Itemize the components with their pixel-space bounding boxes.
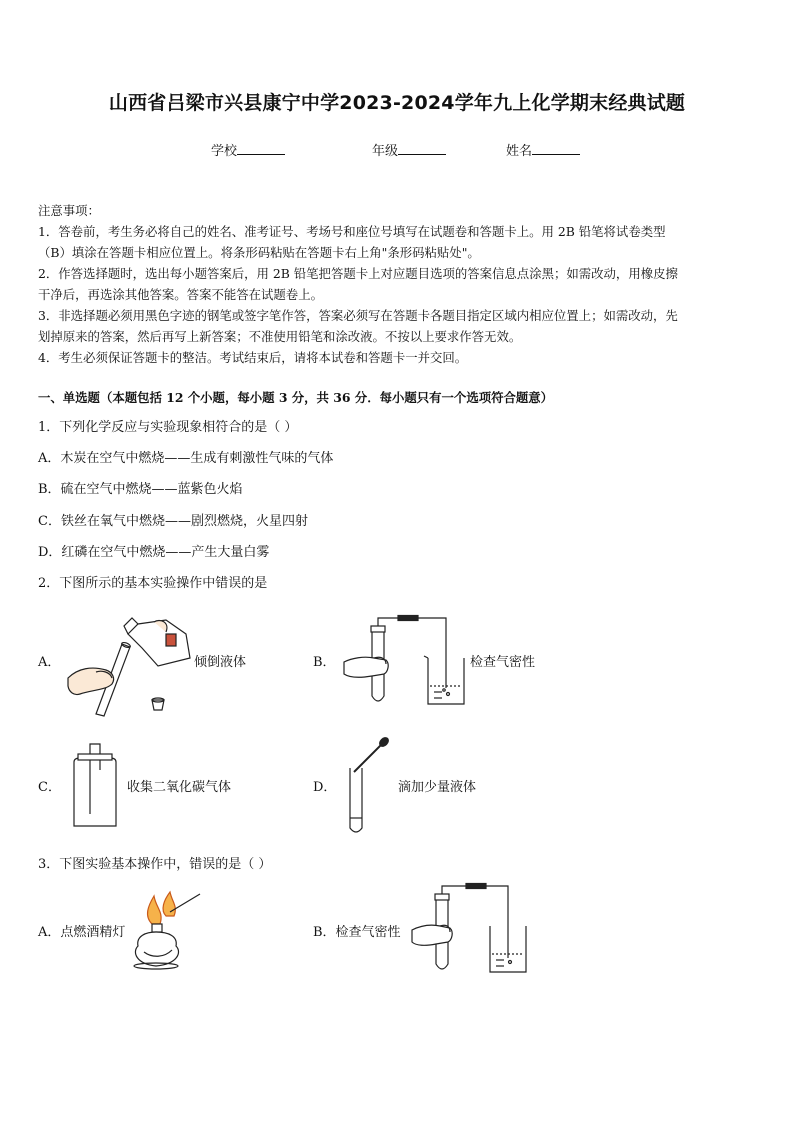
name-label: 姓名 (506, 144, 533, 159)
question-2-stem: 2．下图所示的基本实验操作中错误的是 (38, 576, 268, 591)
q1-option-d: D．红磷在空气中燃烧——产生大量白雾 (38, 545, 270, 560)
dropper-illustration (344, 736, 394, 836)
school-blank (237, 142, 285, 155)
grade-label: 年级 (372, 144, 399, 159)
notice-block (38, 200, 758, 368)
q1-option-c: C．铁丝在氧气中燃烧——剧烈燃烧，火星四射 (38, 514, 308, 529)
name-blank (532, 142, 580, 155)
question-1-stem: 1．下列化学反应与实验现象相符合的是（ ） (38, 420, 298, 435)
notice-line: 2．作答选择题时，选出每小题答案后，用 2B 铅笔把答题卡上对应题目选项的答案信息点涂黑；如需改动，用橡皮擦 (38, 266, 678, 281)
q2-option-a-label: 倾倒液体 (194, 655, 247, 670)
grade-blank (398, 142, 446, 155)
notice-heading: 注意事项： (38, 203, 100, 218)
q2-option-d-letter: D． (313, 780, 337, 795)
grade-field (372, 140, 446, 159)
name-field (506, 140, 580, 159)
notice-line: 3．非选择题必须用黑色字迹的钢笔或签字笔作答，答案必须写在答题卡各题目指定区域内相应位置上；如需改动，先 (38, 308, 678, 323)
section-heading: 一、单选题（本题包括 12 个小题，每小题 3 分，共 36 分．每小题只有一个选项符合题意） (38, 390, 554, 405)
notice-line: （B）填涂在答题卡相应位置上。将条形码粘贴在答题卡右上角"条形码粘贴处"。 (38, 245, 480, 260)
airtightness-check-illustration-2 (410, 880, 530, 976)
notice-line: 1．答卷前，考生务必将自己的姓名、准考证号、考场号和座位号填写在试题卷和答题卡上。用 2B 铅笔将试卷类型 (38, 224, 666, 239)
pouring-liquid-illustration (66, 612, 186, 716)
q2-option-d-label: 滴加少量液体 (398, 780, 477, 795)
airtightness-check-illustration (342, 614, 470, 706)
q3-option-b: B．检查气密性 (313, 925, 401, 940)
gas-collecting-bottle-illustration (70, 742, 120, 830)
page-title: 山西省吕梁市兴县康宁中学2023-2024学年九上化学期末经典试题 (108, 92, 686, 114)
q2-option-c-letter: C． (38, 780, 61, 795)
notice-line: 划掉原来的答案，然后再写上新答案；不准使用铅笔和涂改液。不按以上要求作答无效。 (38, 329, 522, 344)
notice-line: 4．考生必须保证答题卡的整洁。考试结束后，请将本试卷和答题卡一并交回。 (38, 350, 468, 365)
q2-option-a-letter: A． (38, 655, 61, 670)
alcohol-lamp-illustration (130, 886, 204, 972)
notice-line: 干净后，再选涂其他答案。答案不能答在试题卷上。 (38, 287, 323, 302)
q1-option-a: A．木炭在空气中燃烧——生成有刺激性气味的气体 (38, 451, 334, 466)
q3-option-a: A．点燃酒精灯 (38, 925, 126, 940)
q2-option-b-label: 检查气密性 (470, 655, 536, 670)
school-label: 学校 (211, 144, 238, 159)
q2-option-c-label: 收集二氧化碳气体 (127, 780, 232, 795)
q2-option-b-letter: B． (313, 655, 336, 670)
q1-option-b: B．硫在空气中燃烧——蓝紫色火焰 (38, 482, 243, 497)
question-3-stem: 3．下图实验基本操作中，错误的是（ ） (38, 857, 272, 872)
school-field (211, 140, 285, 159)
